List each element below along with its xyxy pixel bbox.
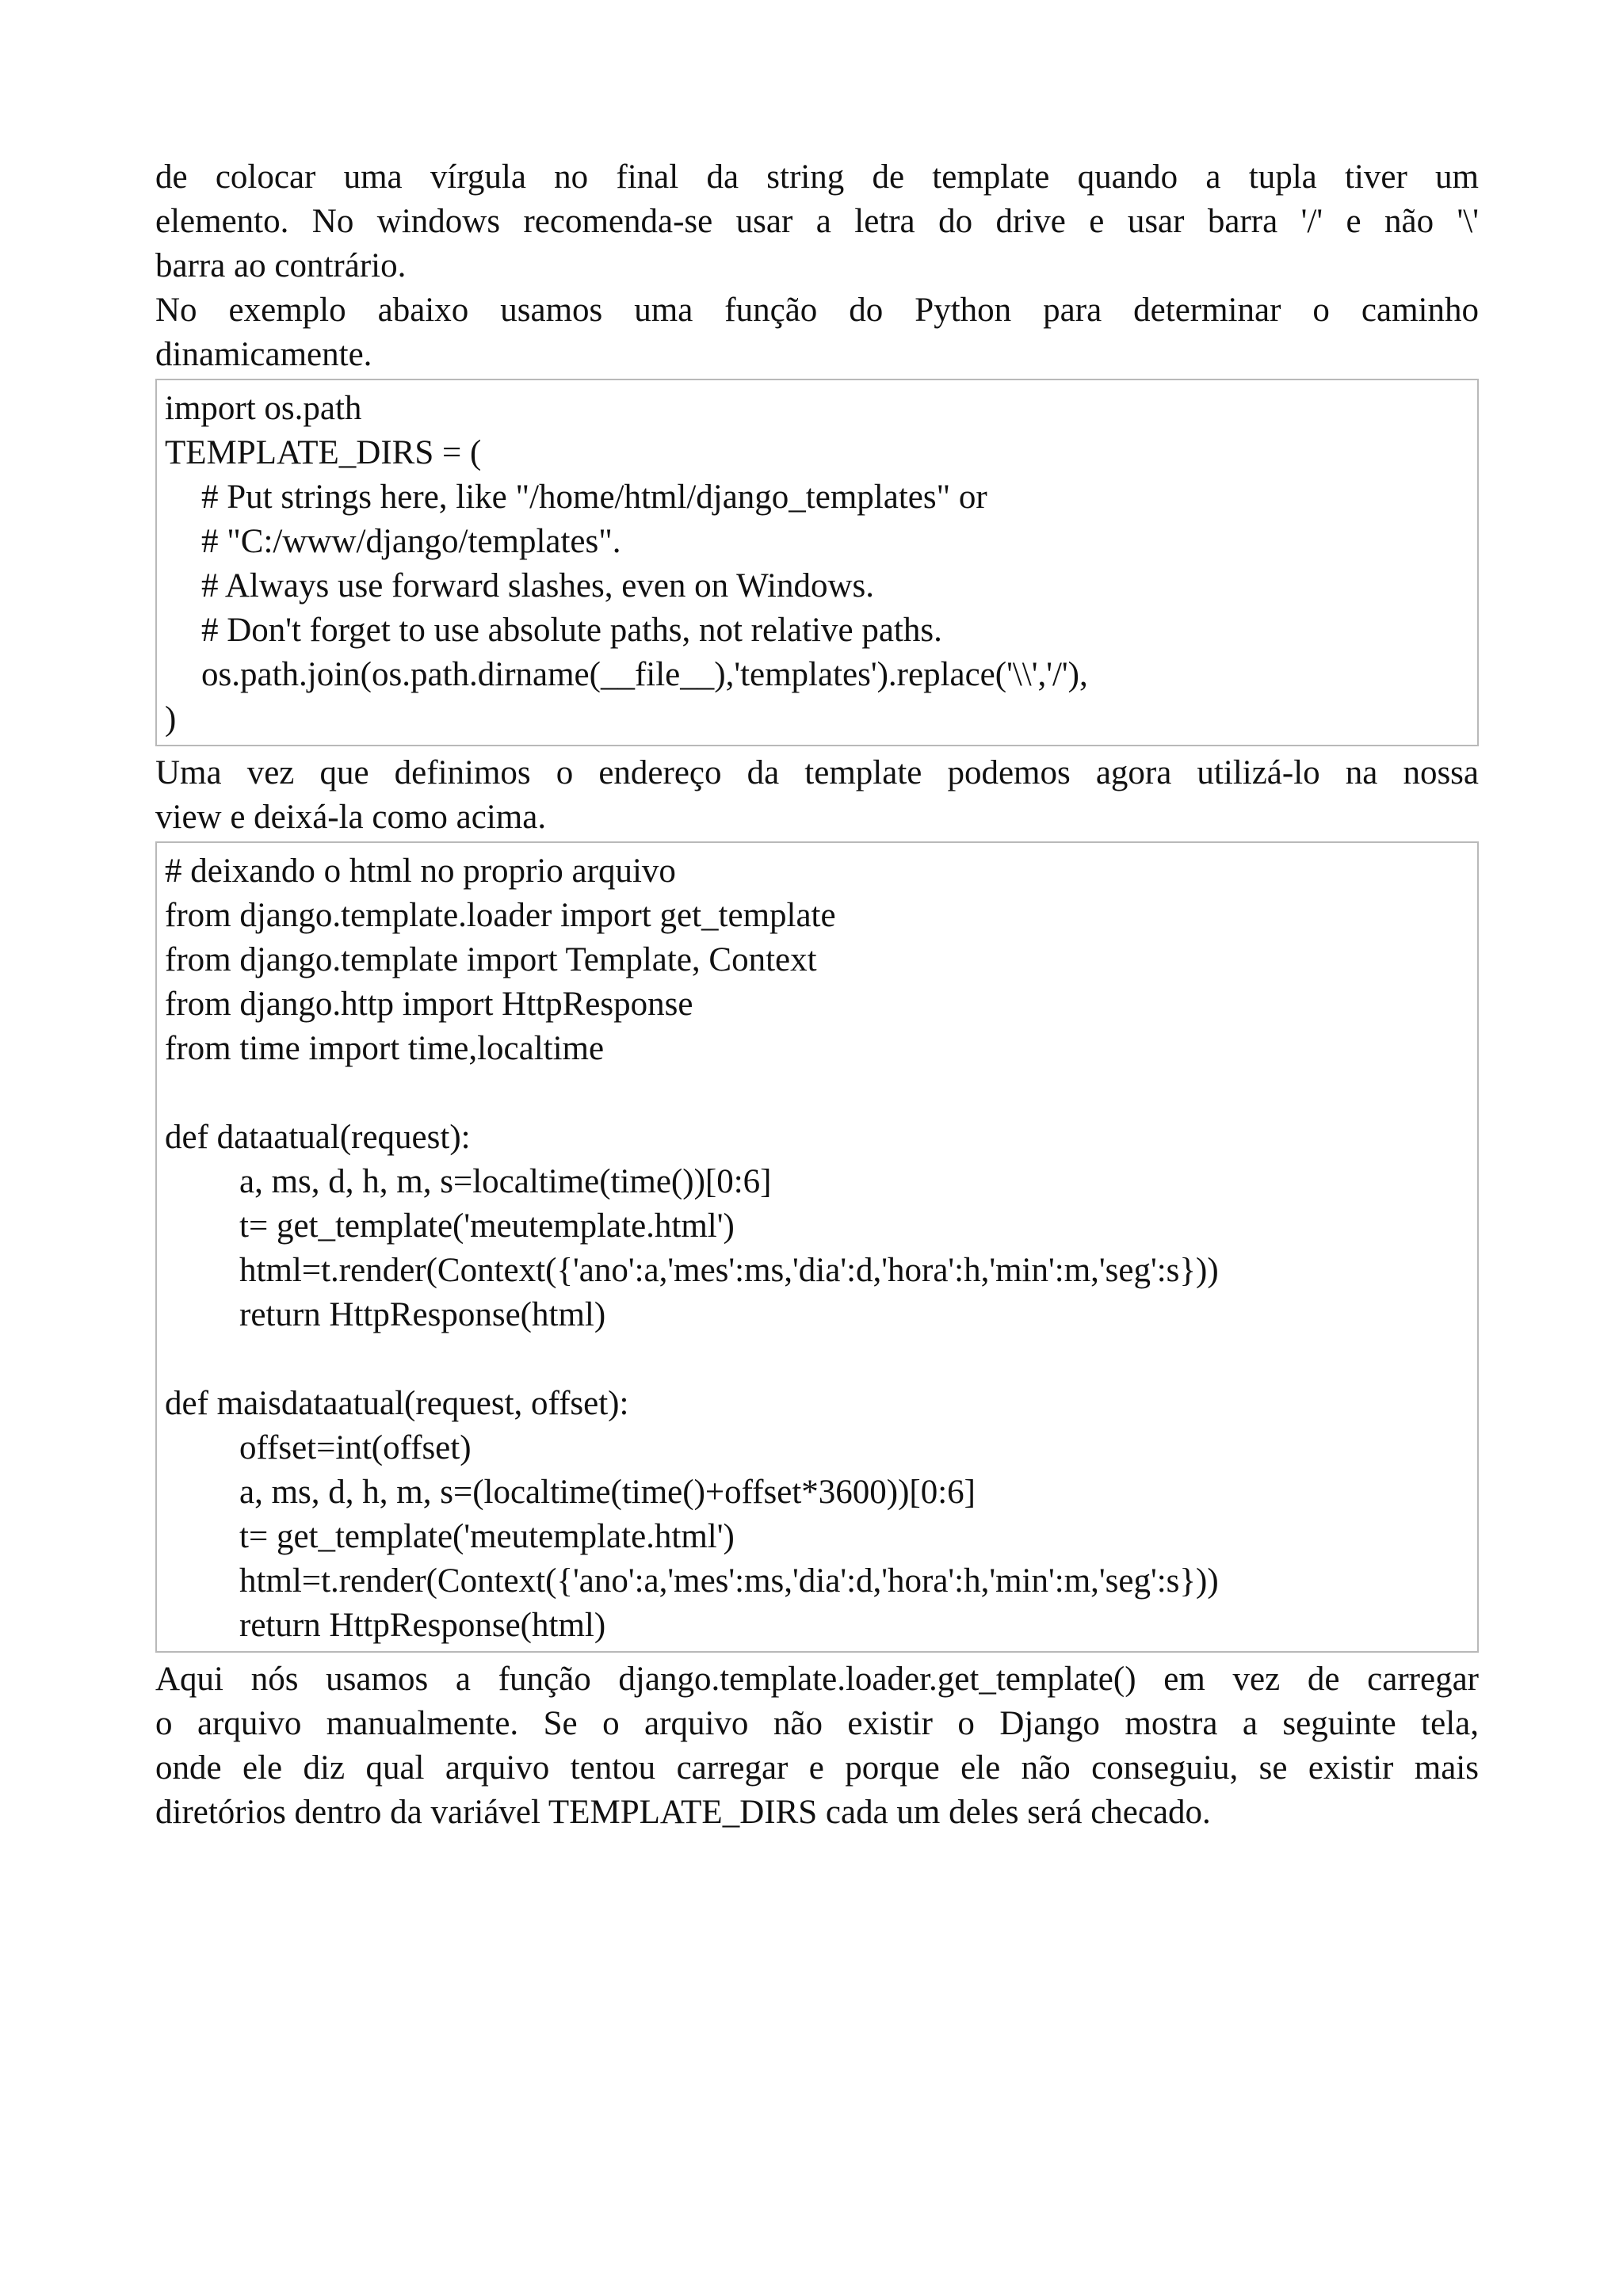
code-line: from django.http import HttpResponse [165,986,693,1023]
code-line: return HttpResponse(html) [239,1296,606,1333]
text-line: de colocar uma vírgula no final da string de template quando a tupla tiver um [155,158,1479,196]
text-line: view e deixá-la como acima. [155,799,547,836]
code-line: return HttpResponse(html) [239,1607,606,1644]
code-blank-line [165,1337,1469,1382]
code-line: ) [165,700,177,738]
code-block-template-dirs [155,379,1479,746]
code-line: offset=int(offset) [239,1429,472,1466]
paragraph-get-template-explanation [155,1657,1479,1835]
text-line: elemento. No windows recomenda-se usar a letra do drive e usar barra '/' e não '\' [155,203,1479,240]
code-line: def dataatual(request): [165,1119,471,1156]
code-line: a, ms, d, h, m, s=(localtime(time()+offset*3600))[0:6] [239,1474,976,1511]
paragraph-example-intro [155,288,1479,377]
code-line: def maisdataatual(request, offset): [165,1385,629,1422]
text-line: o arquivo manualmente. Se o arquivo não existir o Django mostra a seguinte tela, [155,1705,1479,1742]
code-line: from django.template import Template, Context [165,941,817,978]
code-line: html=t.render(Context({'ano':a,'mes':ms,'dia':d,'hora':h,'min':m,'seg':s})) [239,1562,1219,1600]
code-line: # Put strings here, like "/home/html/django_templates" or [201,479,987,516]
paragraph-intro [155,155,1479,288]
code-line: from time import time,localtime [165,1030,605,1067]
code-blank-line [165,1071,1469,1116]
code-line: from django.template.loader import get_template [165,897,836,934]
text-line: Uma vez que definimos o endereço da template podemos agora utilizá-lo na nossa [155,754,1479,791]
code-line: TEMPLATE_DIRS = ( [165,434,482,471]
code-line: html=t.render(Context({'ano':a,'mes':ms,'dia':d,'hora':h,'min':m,'seg':s})) [239,1252,1219,1289]
text-line: diretórios dentro da variável TEMPLATE_DIRS cada um deles será checado. [155,1794,1211,1831]
code-line: t= get_template('meutemplate.html') [239,1518,735,1555]
text-line: Aqui nós usamos a função django.template.loader.get_template() em vez de carregar [155,1661,1479,1698]
code-line: os.path.join(os.path.dirname(__file__),'templates').replace('\\','/'), [201,656,1088,693]
code-line: # "C:/www/django/templates". [201,523,621,560]
code-line: import os.path [165,390,362,427]
text-line: dinamicamente. [155,336,372,373]
text-line: barra ao contrário. [155,247,407,284]
code-line: t= get_template('meutemplate.html') [239,1207,735,1245]
code-block-views [155,841,1479,1653]
paragraph-template-usage [155,751,1479,840]
text-line: onde ele diz qual arquivo tentou carregar e porque ele não conseguiu, se existir mais [155,1749,1479,1787]
code-line: # Don't forget to use absolute paths, not relative paths. [201,612,942,649]
code-line: # deixando o html no proprio arquivo [165,852,676,890]
text-line: No exemplo abaixo usamos uma função do Python para determinar o caminho [155,292,1479,329]
document-page [155,155,1479,1835]
code-line: # Always use forward slashes, even on Windows. [201,567,874,605]
code-line: a, ms, d, h, m, s=localtime(time())[0:6] [239,1163,772,1200]
